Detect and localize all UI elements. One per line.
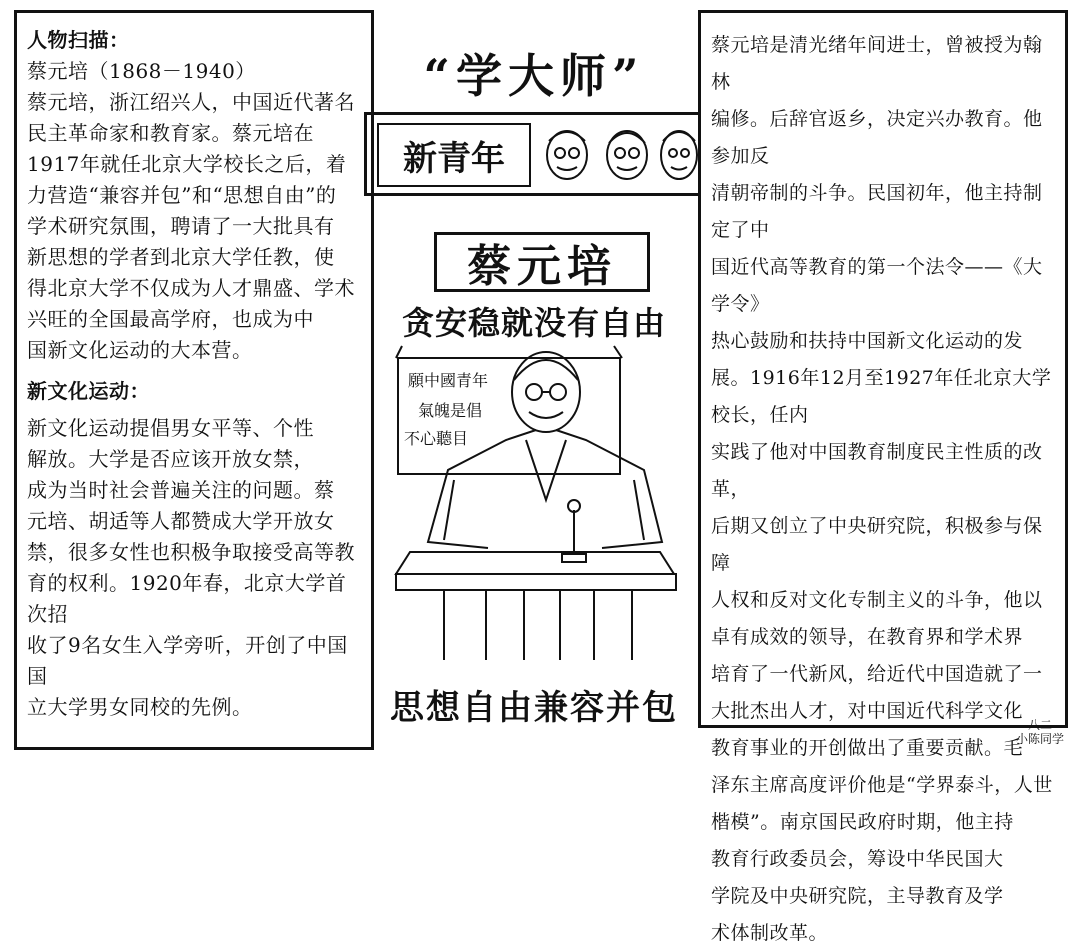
right-line: 术体制改革。 xyxy=(711,922,829,944)
name-years: 蔡元培（1868－1940） xyxy=(27,59,256,83)
blackboard-line: 不心聽目 xyxy=(404,429,469,448)
author-signature xyxy=(1010,718,1070,746)
right-line: 国近代高等教育的第一个法令——《大学令》 xyxy=(711,256,1043,315)
right-line: 实践了他对中国教育制度民主性质的改革， xyxy=(711,441,1043,500)
blackboard-line: 氣魄是倡 xyxy=(418,401,483,420)
right-line: 泽东主席高度评价他是“学界泰斗，人世 xyxy=(711,774,1053,796)
people-heading: 人物扫描： xyxy=(27,28,130,52)
movement-line: 元培、胡适等人都赞成大学开放女 xyxy=(27,509,335,533)
new-youth-title: 新青年 xyxy=(377,123,531,187)
signature-name: 小陈同学 xyxy=(1015,732,1064,746)
movement-heading: 新文化运动： xyxy=(27,379,150,403)
portrait-sketches xyxy=(537,121,702,185)
right-line: 热心鼓励和扶持中国新文化运动的发 xyxy=(711,330,1024,352)
movement-line: 立大学男女同校的先例。 xyxy=(27,695,253,719)
right-line: 编修。后辞官返乡，决定兴办教育。他参加反 xyxy=(711,108,1043,167)
bio-line: 1917年就任北京大学校长之后，着 xyxy=(27,152,347,176)
movement-line: 新文化运动提倡男女平等、个性 xyxy=(27,416,314,440)
right-line: 教育事业的开创做出了重要贡献。毛 xyxy=(711,737,1024,759)
slogan: 贪安稳就没有自由 xyxy=(401,304,666,342)
movement-line: 收了9名女生入学旁听，开创了中国国 xyxy=(27,633,348,688)
right-line: 后期又创立了中央研究院，积极参与保障 xyxy=(711,515,1043,574)
right-line: 学院及中央研究院，主导教育及学 xyxy=(711,885,1004,907)
bio-line: 国新文化运动的大本营。 xyxy=(27,338,253,362)
right-line: 人权和反对文化专制主义的斗争，他以 xyxy=(711,589,1043,611)
bio-line: 得北京大学不仅成为人才鼎盛、学术 xyxy=(27,276,355,300)
right-line: 楷模”。南京国民政府时期，他主持 xyxy=(711,811,1014,833)
new-youth-banner xyxy=(364,112,715,196)
bio-line: 学术研究氛围，聘请了一大批具有 xyxy=(27,214,335,238)
bottom-title: 思想自由兼容并包 xyxy=(390,688,678,728)
left-column-text xyxy=(27,25,361,737)
lecture-illustration xyxy=(374,340,698,670)
right-line: 培育了一代新风，给近代中国造就了一 xyxy=(711,663,1043,685)
left-column-panel xyxy=(14,10,374,750)
signature-class: 八二 xyxy=(1027,718,1052,732)
bio-line: 蔡元培，浙江绍兴人，中国近代著名 xyxy=(27,90,355,114)
blackboard-line: 願中國青年 xyxy=(408,371,489,390)
right-line: 大批杰出人才，对中国近代科学文化 xyxy=(711,700,1024,722)
bio-line: 新思想的学者到北京大学任教，使 xyxy=(27,245,335,269)
right-line: 卓有成效的领导，在教育界和学术界 xyxy=(711,626,1024,648)
movement-line: 解放。大学是否应该开放女禁， xyxy=(27,447,314,471)
movement-line: 育的权利。1920年春，北京大学首次招 xyxy=(27,571,347,626)
right-line: 清朝帝制的斗争。民国初年，他主持制定了中 xyxy=(711,182,1043,241)
bio-line: 兴旺的全国最高学府，也成为中 xyxy=(27,307,314,331)
bio-line: 力营造“兼容并包”和“思想自由”的 xyxy=(27,183,337,207)
center-column xyxy=(374,0,698,760)
movement-line: 成为当时社会普遍关注的问题。蔡 xyxy=(27,478,335,502)
right-line: 教育行政委员会，筹设中华民国大 xyxy=(711,848,1004,870)
page-title: “学大师” xyxy=(423,49,645,103)
right-line: 展。1916年12月至1927年任北京大学校长，任内 xyxy=(711,367,1052,426)
movement-line: 禁，很多女性也积极争取接受高等教 xyxy=(27,540,355,564)
right-line: 蔡元培是清光绪年间进士，曾被授为翰林 xyxy=(711,34,1043,93)
name-plate: 蔡元培 xyxy=(434,232,650,292)
bio-line: 民主革命家和教育家。蔡元培在 xyxy=(27,121,314,145)
